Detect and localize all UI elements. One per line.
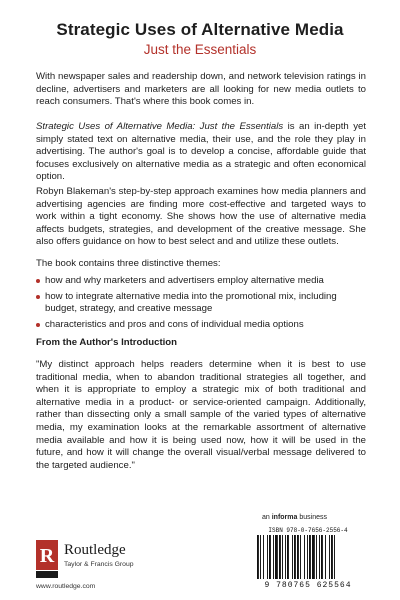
bullet-icon [36,323,40,327]
publisher-group: Taylor & Francis Group [64,561,134,568]
barcode-icon [255,535,361,579]
intro-heading: From the Author's Introduction [36,337,178,348]
author-quote: "My distinct approach helps readers determine when it is best to use traditional media, when to abandon traditional strategies all together, and when it is appropriate to employ a strategic mix of both traditional and alternative media in a product- or service-oriented campaign. Additionally, rather than dissecting only a small sample of the varied types of alternative media, my examination looks at the remarkable assortment of alternative media available and how it is being used now, how it will be used in the future, and how it will change the overall visual/verbal message delivered to the targeted audience." [36,359,366,471]
book-title-italic: Strategic Uses of Alternative Media: Just the Essentials [36,121,284,132]
book-title: Strategic Uses of Alternative Media [56,20,344,39]
isbn-label: ISBN 978-0-7656-2556-4 [268,527,348,534]
routledge-logo-icon [36,540,58,578]
informa-tagline [262,514,327,521]
theme-text: characteristics and pros and cons of individual media options [45,318,304,330]
publisher-website: www.routledge.com [36,583,96,590]
barcode-number: 9 780765 625564 [264,581,352,590]
description-paragraph-1: With newspaper sales and readership down, and network television ratings in decline, advertisers and marketers are all looking for new media outlets to reach consumers. That's where this book comes in. [36,71,366,108]
bullet-icon [36,295,40,299]
description-paragraph-2-text: is an in-depth yet simply stated text on alternative media, their use, and the role they play in advertising. The author's goal is to develop a concise, affordable guide that focuses exclusively on alternative media as a strategic and often economical option. [36,121,366,183]
tag-suffix: business [297,514,327,521]
description-paragraph-3: Robyn Blakeman's step-by-step approach examines how media planners and advertising agencies are finding more cost-effective and targeted ways to work within a tight economy. She shows how the use of alternative media affects budgets, strategies, and development of the creative message. She also offers guidance on how to best select and and utilize these outlets. [36,186,366,248]
theme-item [36,319,366,332]
themes-intro: The book contains three distinctive themes: [36,258,221,269]
svg-text:R: R [39,545,55,567]
theme-text: how to integrate alternative media into the promotional mix, including budget, strategy, and creative message [45,290,337,315]
tag-brand: informa [271,514,298,521]
book-subtitle: Just the Essentials [143,42,257,57]
themes-list [36,275,366,334]
publisher-name: Routledge [64,542,126,558]
theme-item [36,275,366,288]
theme-text: how and why marketers and advertisers employ alternative media [45,275,324,286]
theme-item [36,291,366,316]
description-paragraph-2 [36,121,366,184]
isbn-barcode-block [253,527,363,593]
bullet-icon [36,279,40,283]
tag-prefix: an [262,514,272,521]
